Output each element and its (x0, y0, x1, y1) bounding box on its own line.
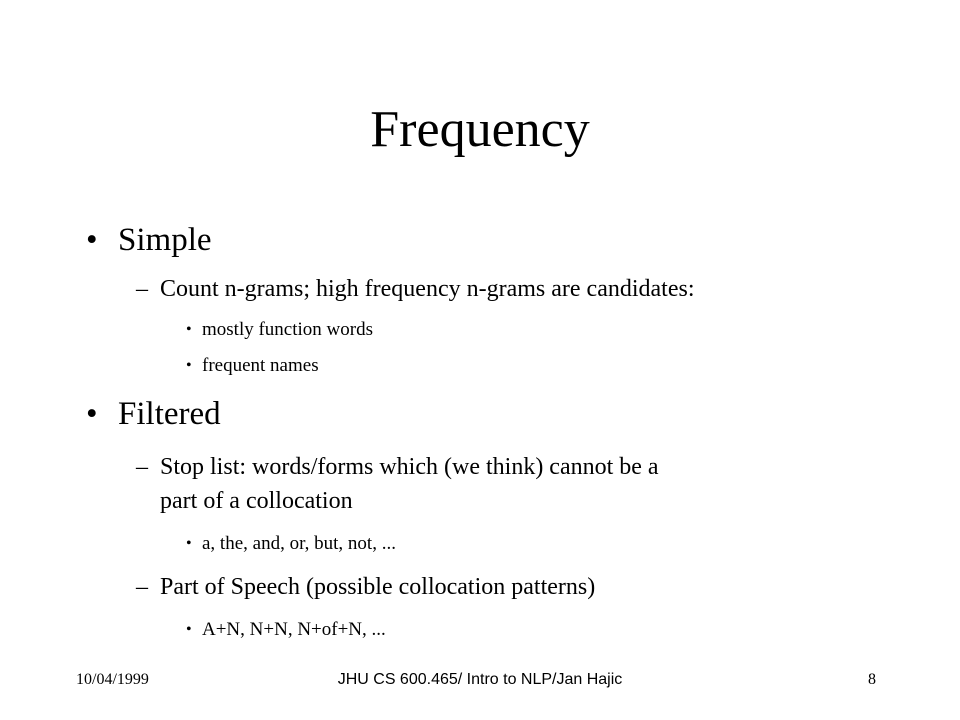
bullet-filtered (86, 394, 221, 434)
footer-course: JHU CS 600.465/ Intro to NLP/Jan Hajic (337, 671, 623, 688)
dash-marker: – (136, 574, 148, 600)
bullet-marker: • (86, 222, 98, 258)
bullet-marker: • (186, 535, 192, 552)
sub-sub-bullet-text: frequent names (202, 355, 319, 376)
bullet-text: Simple (118, 222, 212, 258)
sub-sub-bullet-text: mostly function words (202, 319, 373, 340)
sub-bullet-count-ngrams (136, 272, 695, 306)
sub-sub-bullet-text: a, the, and, or, but, not, ... (202, 533, 396, 554)
sub-sub-bullet-stop-words (186, 532, 396, 556)
sub-bullet-stop-list (136, 450, 659, 484)
bullet-marker: • (86, 396, 98, 432)
sub-bullet-part-of-speech (136, 570, 596, 604)
sub-bullet-stop-list-continued (160, 484, 353, 518)
dash-marker: – (136, 454, 148, 480)
dash-marker: – (136, 276, 148, 302)
slide-title: Frequency (370, 101, 590, 158)
sub-sub-bullet-function-words (186, 318, 373, 342)
footer-date: 10/04/1999 (76, 671, 149, 688)
bullet-marker: • (186, 321, 192, 338)
sub-bullet-text: part of a collocation (160, 488, 353, 514)
bullet-marker: • (186, 357, 192, 374)
bullet-text: Filtered (118, 396, 221, 432)
sub-bullet-text: Stop list: words/forms which (we think) cannot be a (160, 454, 659, 480)
bullet-simple (86, 220, 212, 260)
sub-sub-bullet-text: A+N, N+N, N+of+N, ... (202, 619, 386, 640)
sub-sub-bullet-patterns (186, 618, 386, 642)
page-number: 8 (868, 671, 876, 688)
sub-bullet-text: Count n-grams; high frequency n-grams are candidates: (160, 276, 695, 302)
sub-sub-bullet-frequent-names (186, 354, 319, 378)
bullet-marker: • (186, 621, 192, 638)
sub-bullet-text: Part of Speech (possible collocation patterns) (160, 574, 596, 600)
